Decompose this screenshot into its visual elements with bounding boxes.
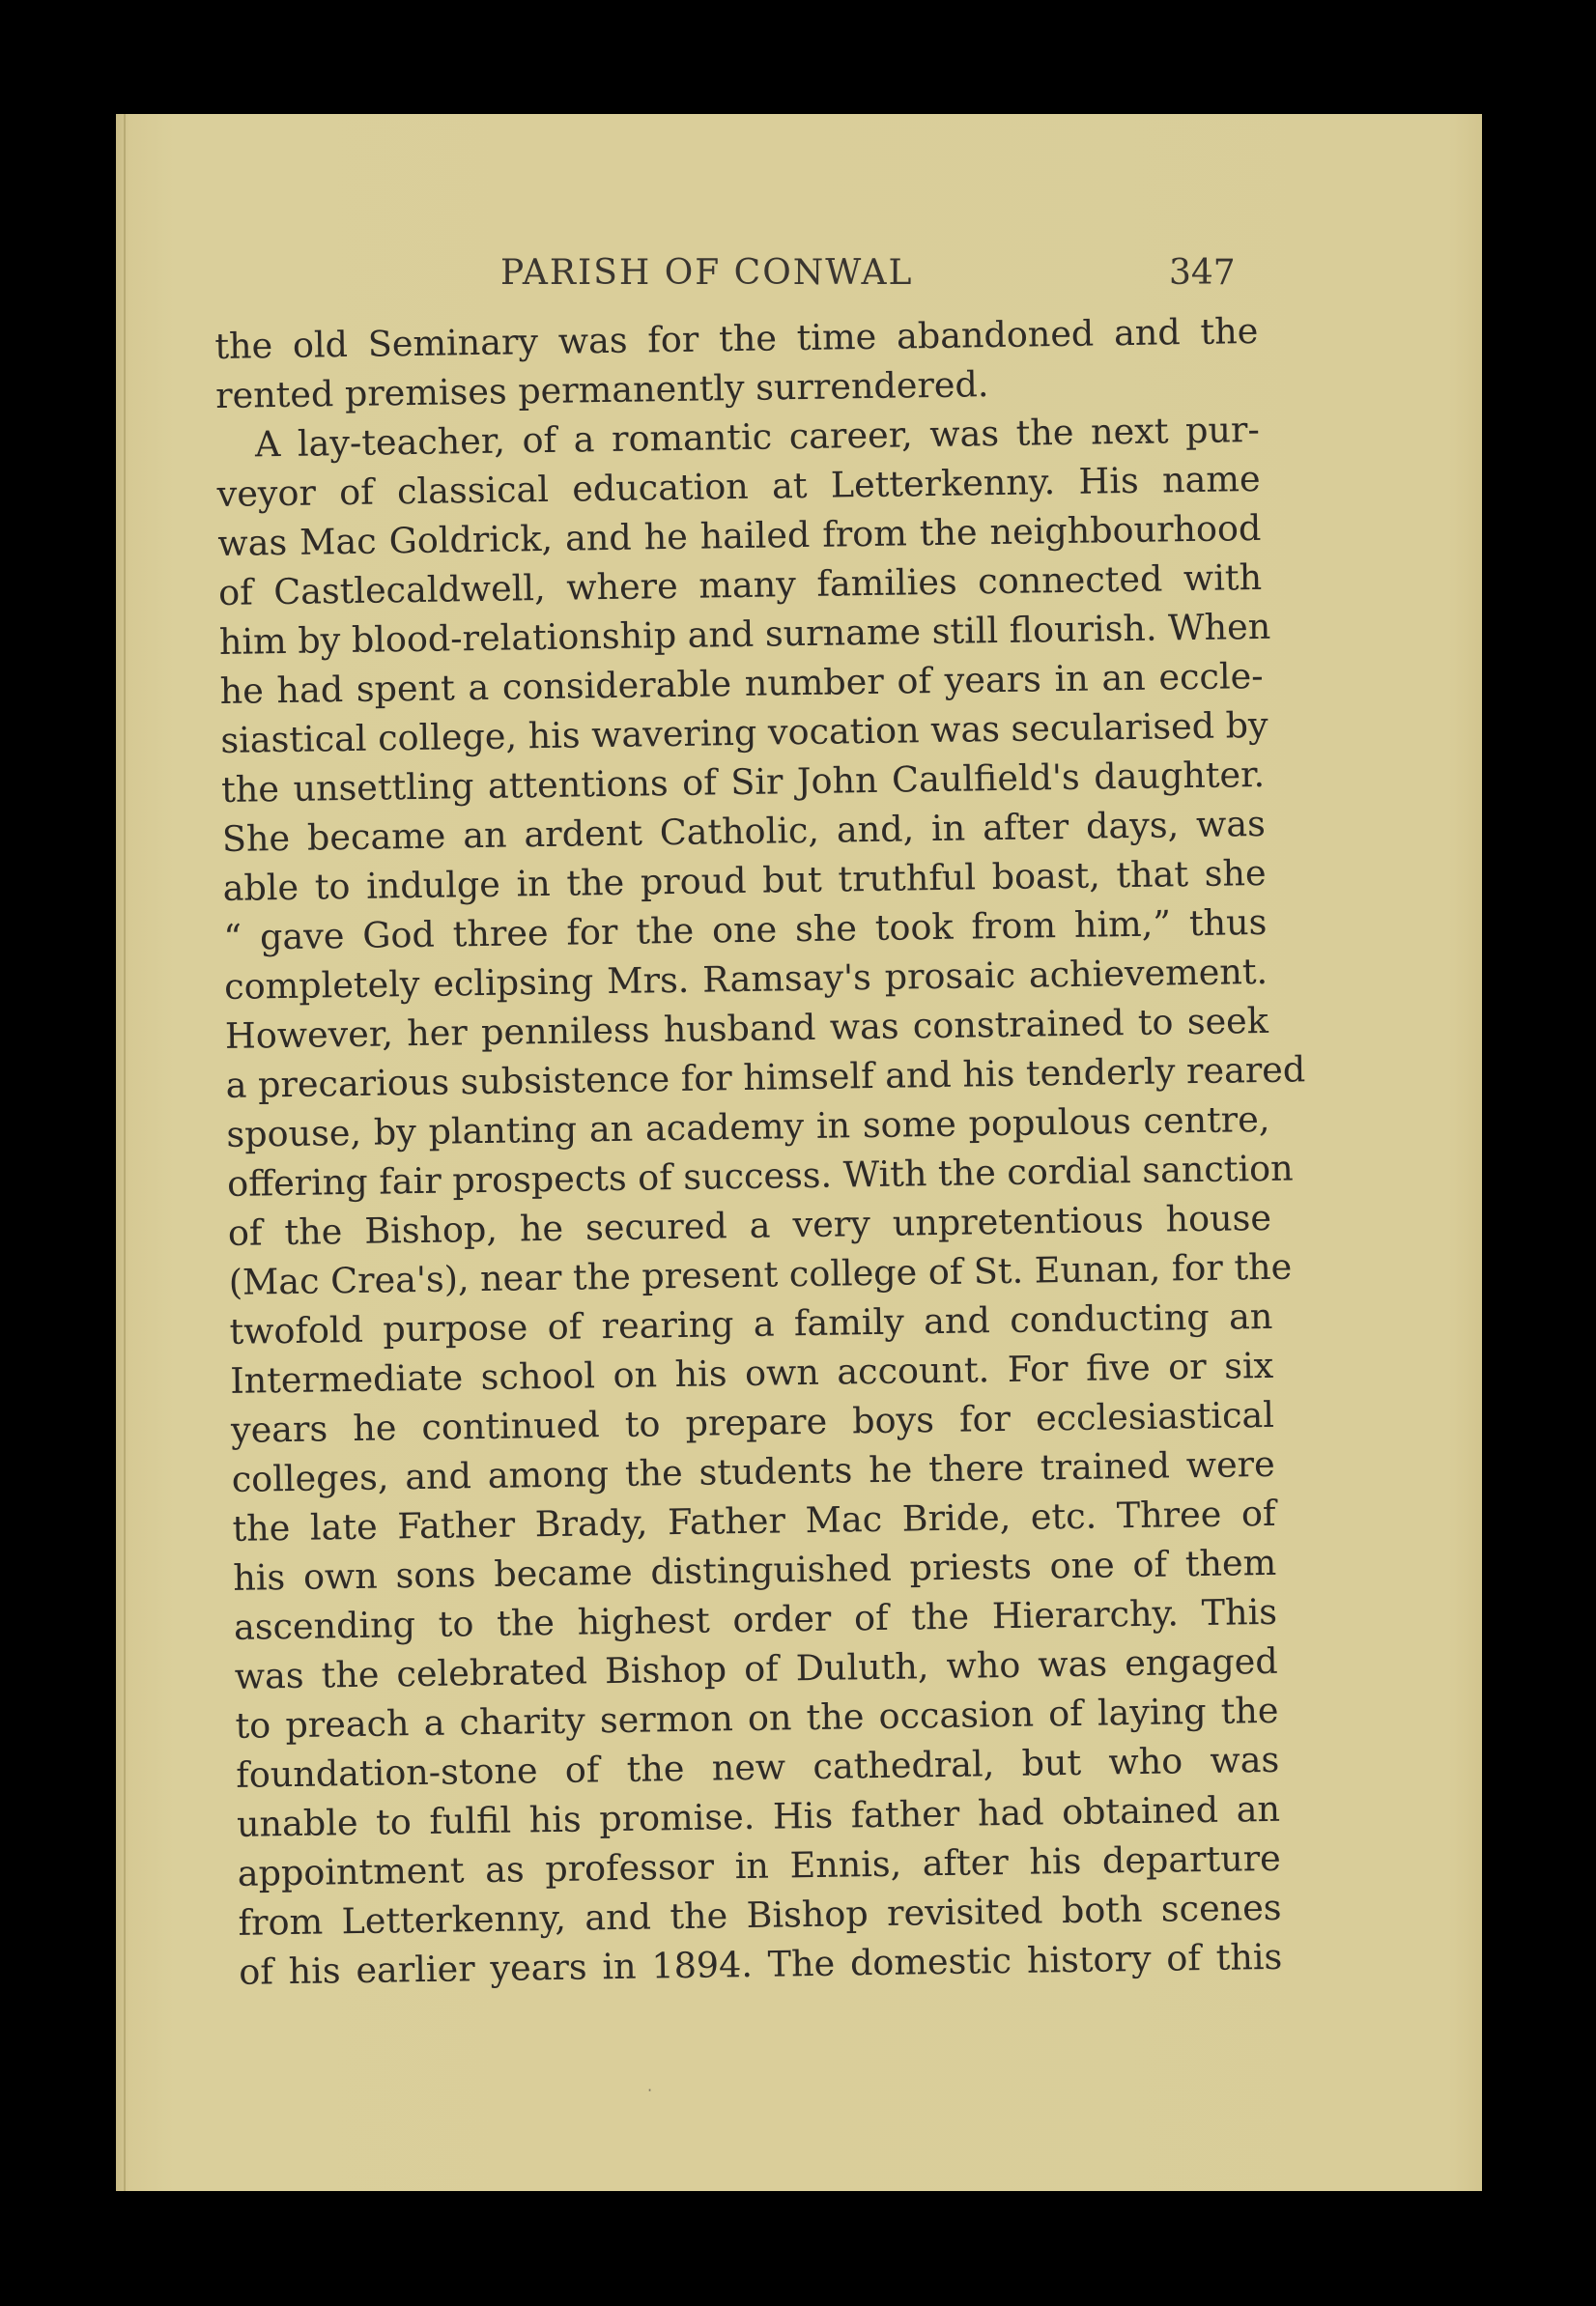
- text-line: offering fair prospects of success. With the cordial sanction: [226, 1147, 1294, 1205]
- text-line: twofold purpose of rearing a family and conducting an: [229, 1295, 1273, 1352]
- text-line: rented premises permanently surrendered.: [214, 363, 989, 416]
- text-line: spouse, by planting an academy in some populous centre,: [226, 1097, 1270, 1155]
- running-head-title: PARISH OF CONWAL: [500, 253, 914, 293]
- text-line: completely eclipsing Mrs. Ramsay's prosaic achievement.: [223, 950, 1268, 1008]
- text-line: veyor of classical education at Letterkenny. His name: [216, 457, 1261, 515]
- text-line: was Mac Goldrick, and he hailed from the neighbourhood: [217, 506, 1262, 564]
- text-line: of his earlier years in 1894. The domestic history of this: [239, 1935, 1283, 1993]
- text-line: his own sons became distinguished priests one of them: [232, 1541, 1277, 1599]
- running-head: [116, 242, 1482, 299]
- text-line: (Mac Crea's), near the present college of St. Eunan, for the: [228, 1245, 1293, 1303]
- text-line: from Letterkenny, and the Bishop revisited both scenes: [238, 1886, 1282, 1944]
- page-number: 347: [1169, 253, 1236, 293]
- text-line: appointment as professor in Ennis, after his departure: [237, 1836, 1282, 1894]
- text-line: foundation-stone of the new cathedral, but who was: [235, 1738, 1280, 1796]
- text-line: of the Bishop, he secured a very unpretentious house: [227, 1196, 1272, 1254]
- footer-speck: ·: [647, 2081, 653, 2099]
- text-line: “ gave God three for the one she took from him,” thus: [223, 900, 1268, 958]
- page-gutter-edge: [124, 114, 126, 2191]
- body-text: [214, 306, 1306, 1997]
- text-line: the late Father Brady, Father Mac Bride, etc. Three of: [232, 1492, 1276, 1550]
- text-line: She became an ardent Catholic, and, in after days, was: [221, 802, 1267, 860]
- text-line: was the celebrated Bishop of Duluth, who was engaged: [234, 1639, 1279, 1697]
- text-line: unable to fulfil his promise. His father had obtained an: [236, 1787, 1281, 1845]
- text-line: the unsettling attentions of Sir John Caulfield's daughter.: [220, 753, 1266, 811]
- text-line: However, her penniless husband was constrained to seek: [224, 999, 1269, 1057]
- book-page: [116, 114, 1482, 2191]
- text-line: the old Seminary was for the time abandoned and the: [214, 309, 1259, 367]
- text-line: A lay-teacher, of a romantic career, was the next pur-: [254, 408, 1261, 466]
- text-line: he had spent a considerable number of years in an eccle-: [219, 654, 1264, 712]
- text-line: colleges, and among the students he there trained were: [231, 1442, 1275, 1500]
- text-line: years he continued to prepare boys for ecclesiastical: [230, 1393, 1275, 1451]
- text-line: ascending to the highest order of the Hierarchy. This: [233, 1590, 1278, 1648]
- text-line: to preach a charity sermon on the occasion of laying the: [235, 1689, 1279, 1747]
- text-line: him by blood-relationship and surname still flourish. When: [218, 605, 1271, 663]
- text-line: a precarious subsistence for himself and his tenderly reared: [225, 1048, 1306, 1106]
- text-line: able to indulge in the proud but truthful boast, that she: [222, 851, 1267, 909]
- text-line: of Castlecaldwell, where many families connected with: [217, 555, 1263, 613]
- text-line: Intermediate school on his own account. For five or six: [229, 1344, 1274, 1402]
- text-line: siastical college, his wavering vocation was secularised by: [220, 703, 1268, 761]
